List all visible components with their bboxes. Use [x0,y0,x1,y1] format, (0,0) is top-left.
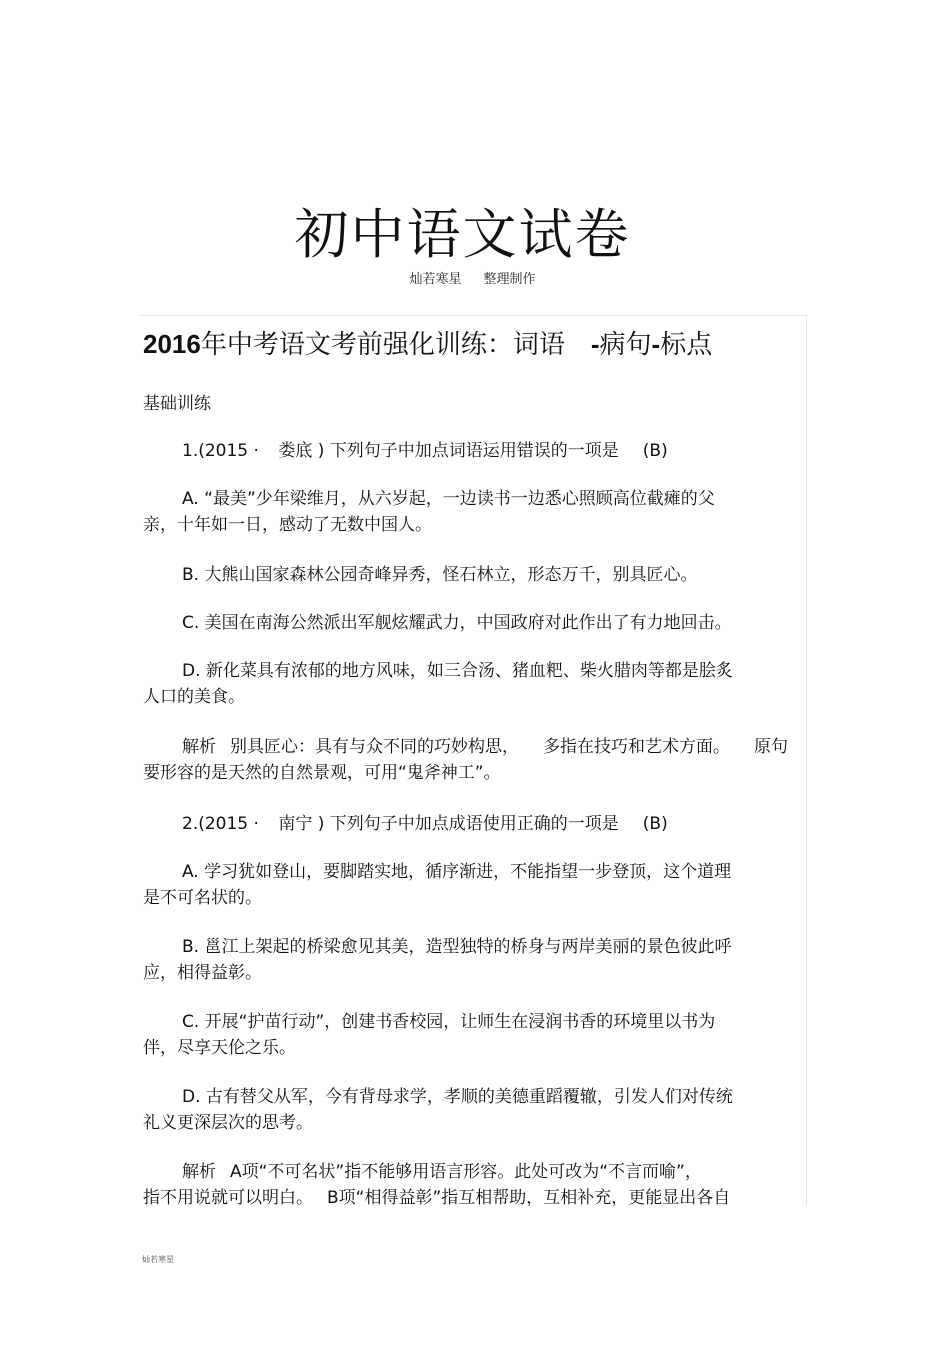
option-item: D. 新化菜具有浓郁的地方风味，如三合汤、猪血粑、柴火腊肉等都是脍炙 人口的美食。 [143,661,733,707]
heading-part2: 病句 [599,330,652,360]
answer-label: (B) [642,441,668,461]
credit-text: 整理制作 [483,272,536,287]
option-item: C. 开展“护苗行动”，创建书香校园，让师生在浸润书香的环境里以书为 伴，尽享天伦之乐。 [143,1012,716,1058]
option-item: A. 学习犹如登山，要脚踏实地，循序渐进，不能指望一步登顶，这个道理 是不可名状的。 [143,862,732,908]
heading-year: 2016 [143,329,201,359]
content-frame [140,315,807,1206]
heading-dash: - [651,329,661,359]
question-stem: 2.(2015 · 南宁 ) 下列句子中加点成语使用正确的一项是 (B) [182,814,668,834]
option-item: C. 美国在南海公然派出军舰炫耀武力，中国政府对此作出了有力地回击。 [182,613,732,633]
option-item: B. 大熊山国家森林公园奇峰异秀，怪石林立，形态万千，别具匠心。 [182,565,698,585]
section-label: 基础训练 [143,394,211,414]
heading-text: 年中考语文考前强化训练：词语 [200,330,565,360]
option-item: B. 邕江上架起的桥梁愈见其美，造型独特的桥身与两岸美丽的景色彼此呼 应，相得益彰。 [143,937,732,983]
analysis-label: 解析 [182,737,216,757]
heading-dash: - [590,329,600,359]
author-name: 灿若寒星 [409,272,462,287]
question-stem: 1.(2015 · 娄底 ) 下列句子中加点词语运用错误的一项是 (B) [182,441,668,461]
subtitle [0,268,945,287]
option-item: A. “最美”少年梁维月，从六岁起，一边读书一边悉心照顾高位截瘫的父 亲，十年如一日，感动了无数中国人。 [143,489,715,535]
answer-label: (B) [642,814,668,834]
document-heading [143,324,712,361]
page-title: 初中语文试卷 [294,203,631,266]
option-item: D. 古有替父从军，今有背母求学，孝顺的美德重蹈覆辙，引发人们对传统 礼义更深层次的思考。 [143,1087,733,1133]
heading-part3: 标点 [660,330,713,360]
footer-note: 灿若寒星 [142,1255,174,1264]
analysis-label: 解析 [182,1162,216,1182]
analysis-block: 解析 别具匠心：具有与众不同的巧妙构思， 多指在技巧和艺术方面。 原句 要形容的是天然的自然景观，可用“鬼斧神工”。 [143,737,788,783]
analysis-block: 解析 A项“不可名状”指不能够用语言形容。此处可改为“不言而喻”， 指不用说就可以明白。 B项“相得益彰”指互相帮助，互相补充，更能显出各自 [143,1162,731,1206]
